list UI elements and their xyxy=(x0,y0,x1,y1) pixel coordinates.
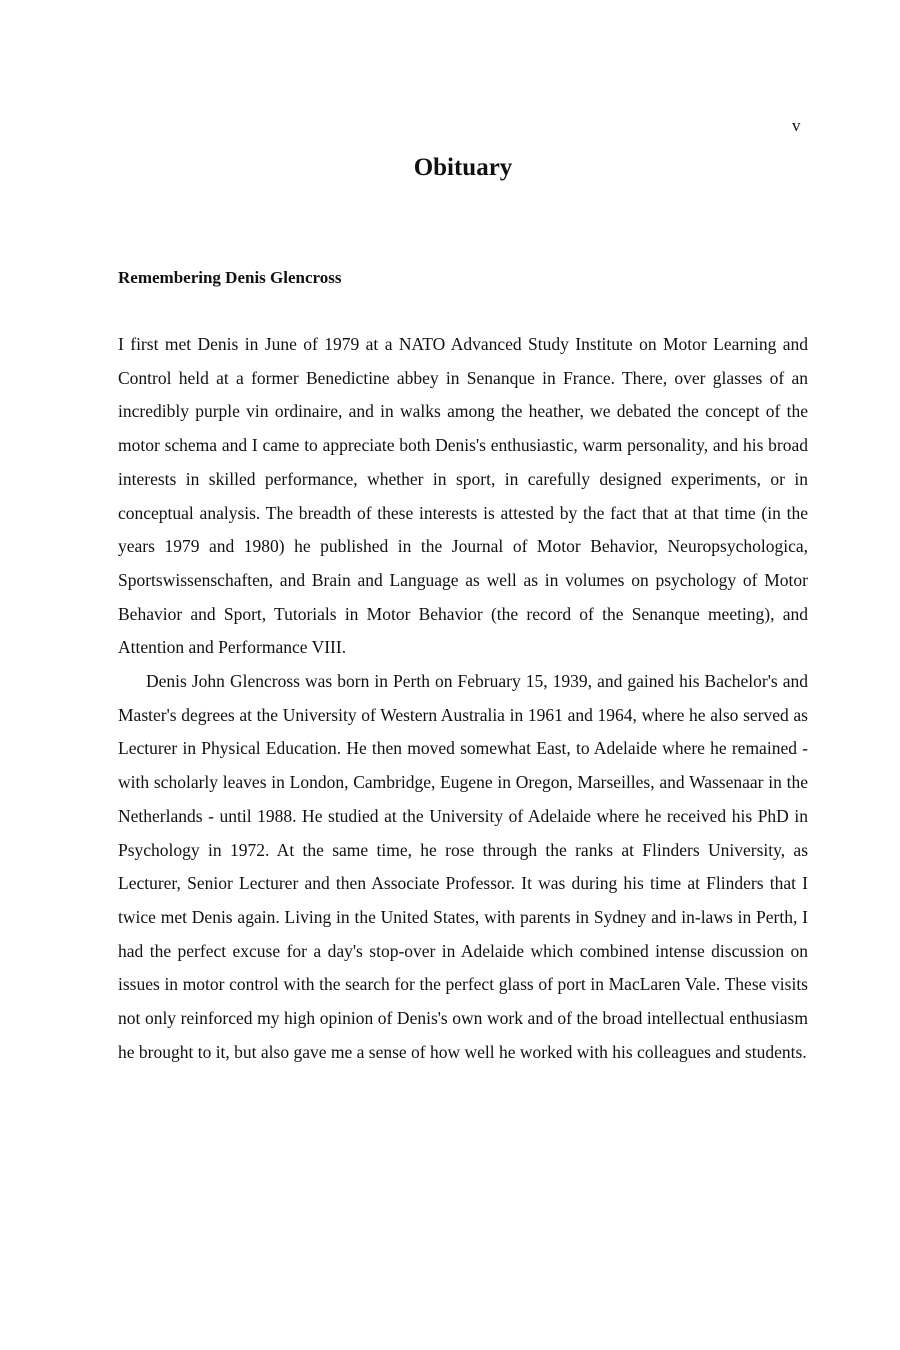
paragraph-1: I first met Denis in June of 1979 at a NATO Advanced Study Institute on Motor Learning and Control held at a former Benedictine abbey in Senanque in France. There, over glasses of an incredibly purple vin ordinaire, and in walks among the heather, we debated the concept of the motor schema and I came to appreciate both Denis's enthusiastic, warm personality, and his broad interests in skilled performance, whether in sport, in carefully designed experiments, or in conceptual analysis. The breadth of these interests is attested by the fact that at that time (in the years 1979 and 1980) he published in the Journal of Motor Behavior, Neuropsychologica, Sportswissenschaften, and Brain and Language as well as in volumes on psychology of Motor Behavior and Sport, Tutorials in Motor Behavior (the record of the Senanque meeting), and Attention and Performance VIII. xyxy=(118,334,808,658)
section-heading: Remembering Denis Glencross xyxy=(118,268,342,287)
paragraph-2: Denis John Glencross was born in Perth on February 15, 1939, and gained his Bachelor's and Master's degrees at the University of Western Australia in 1961 and 1964, where he also served as Lecturer in Physical Education. He then moved somewhat East, to Adelaide where he remained - with scholarly leaves in London, Cambridge, Eugene in Oregon, Marseilles, and Wassenaar in the Netherlands - until 1988. He studied at the University of Adelaide where he received his PhD in Psychology in 1972. At the same time, he rose through the ranks at Flinders University, as Lecturer, Senior Lecturer and then Associate Professor. It was during his time at Flinders that I twice met Denis again. Living in the United States, with parents in Sydney and in-laws in Perth, I had the perfect excuse for a day's stop-over in Adelaide which combined intense discussion on issues in motor control with the search for the perfect glass of port in MacLaren Vale. These visits not only reinforced my high opinion of Denis's own work and of the broad intellectual enthusiasm he brought to it, but also gave me a sense of how well he worked with his colleagues and students. xyxy=(118,671,808,1062)
page-number: v xyxy=(792,116,801,135)
obituary-body xyxy=(118,328,808,1069)
page-title: Obituary xyxy=(413,154,513,181)
